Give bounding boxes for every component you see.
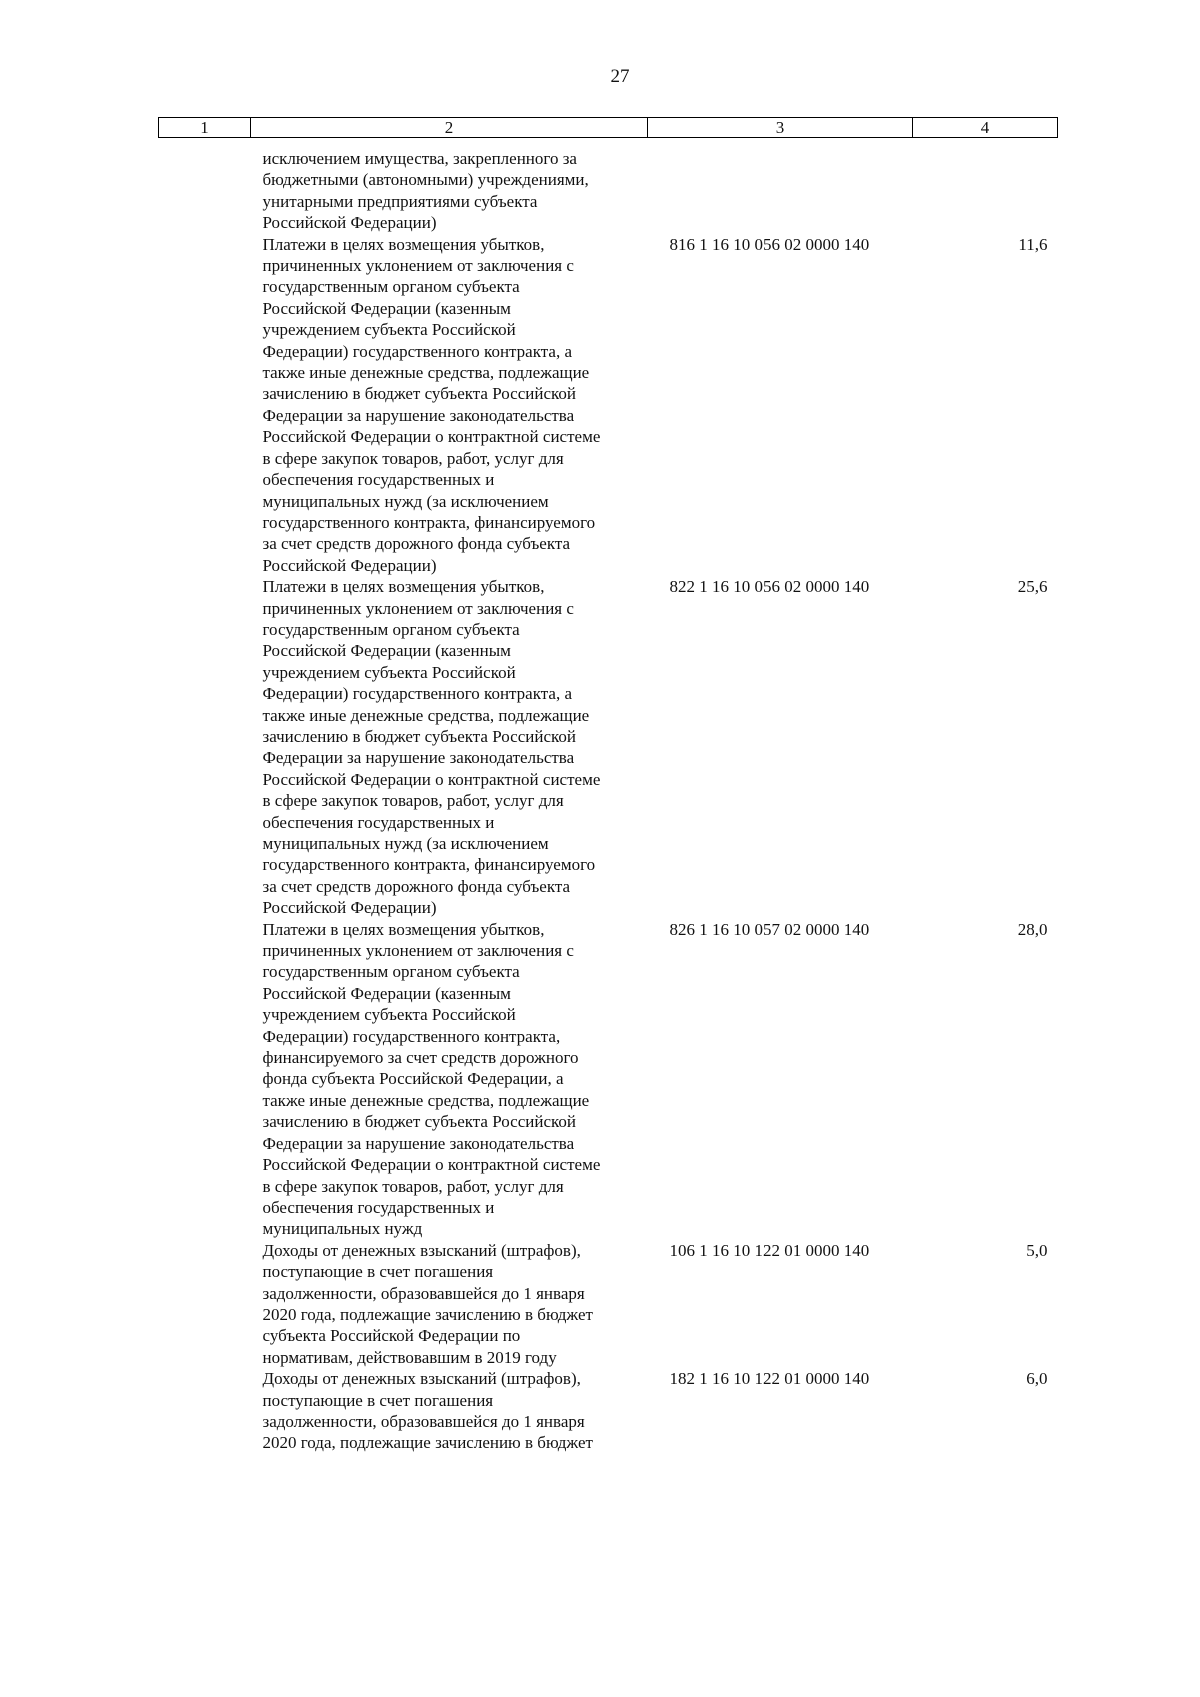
budget-code-cell [648,138,913,234]
description-cell: Платежи в целях возмещения убытков, причиненных уклонением от заключения с государственным органом субъекта Российской Федерации (казенным учреждением субъекта Российской Федерации) государственного контракта, финансируемого за счет средств дорожного фонда субъекта Российской Федерации, а также иные денежные средства, подлежащие зачислению в бюджет субъекта Российской Федерации за нарушение законодательства Российской Федерации о контрактной системе в сфере закупок товаров, работ, услуг для обеспечения государственных и муниципальных нужд [262,919,601,1239]
row-number-cell [159,919,251,1240]
amount-cell: 6,0 [1026,1369,1048,1389]
budget-code-cell: 816 1 16 10 056 02 0000 140 [669,234,870,254]
row-number-cell [159,576,251,919]
row-number-cell [159,138,251,234]
amount-cell [913,138,1058,234]
description-cell: Платежи в целях возмещения убытков, причиненных уклонением от заключения с государственным органом субъекта Российской Федерации (казенным учреждением субъекта Российской Федерации) государственного контракта, а также иные денежные средства, подлежащие зачислению в бюджет субъекта Российской Федерации за нарушение законодательства Российской Федерации о контрактной системе в сфере закупок товаров, работ, услуг для обеспечения государственных и муниципальных нужд (за исключением государственного контракта, финансируемого за счет средств дорожного фонда субъекта Российской Федерации) [262,577,601,918]
table-row [159,1368,1058,1454]
revenue-table [158,117,1058,1454]
budget-code-cell: 182 1 16 10 122 01 0000 140 [669,1369,870,1389]
amount-cell: 11,6 [1018,234,1048,254]
table-body [159,138,1058,1454]
description-cell: Доходы от денежных взысканий (штрафов), поступающие в счет погашения задолженности, образовавшейся до 1 января 2020 года, подлежащие зачислению в бюджет субъекта Российской Федерации по нормативам, действовавшим в 2019 году [262,1240,593,1367]
table-row [159,138,1058,234]
header-col-3: 3 [648,118,913,138]
page-number: 27 [610,66,630,87]
description-cell: исключением имущества, закрепленного за бюджетными (автономными) учреждениями, унитарными предприятиями субъекта Российской Федерации) [262,149,589,233]
header-col-1: 1 [159,118,251,138]
amount-cell: 25,6 [1017,577,1048,597]
amount-cell: 28,0 [1017,919,1048,939]
header-col-2: 2 [251,118,648,138]
budget-code-cell: 822 1 16 10 056 02 0000 140 [669,577,870,597]
budget-code-cell: 106 1 16 10 122 01 0000 140 [669,1240,870,1260]
row-number-cell [159,1368,251,1454]
table-header-row [159,118,1058,138]
row-number-cell [159,234,251,577]
header-col-4: 4 [913,118,1058,138]
table-row [159,919,1058,1240]
description-cell: Платежи в целях возмещения убытков, причиненных уклонением от заключения с государственным органом субъекта Российской Федерации (казенным учреждением субъекта Российской Федерации) государственного контракта, а также иные денежные средства, подлежащие зачислению в бюджет субъекта Российской Федерации за нарушение законодательства Российской Федерации о контрактной системе в сфере закупок товаров, работ, услуг для обеспечения государственных и муниципальных нужд (за исключением государственного контракта, финансируемого за счет средств дорожного фонда субъекта Российской Федерации) [262,234,601,575]
row-number-cell [159,1240,251,1368]
table-row [159,1240,1058,1368]
budget-code-cell: 826 1 16 10 057 02 0000 140 [669,919,870,939]
description-cell: Доходы от денежных взысканий (штрафов), поступающие в счет погашения задолженности, образовавшейся до 1 января 2020 года, подлежащие зачислению в бюджет [262,1369,593,1453]
amount-cell: 5,0 [1026,1240,1048,1260]
table-row [159,576,1058,919]
table-row [159,234,1058,577]
